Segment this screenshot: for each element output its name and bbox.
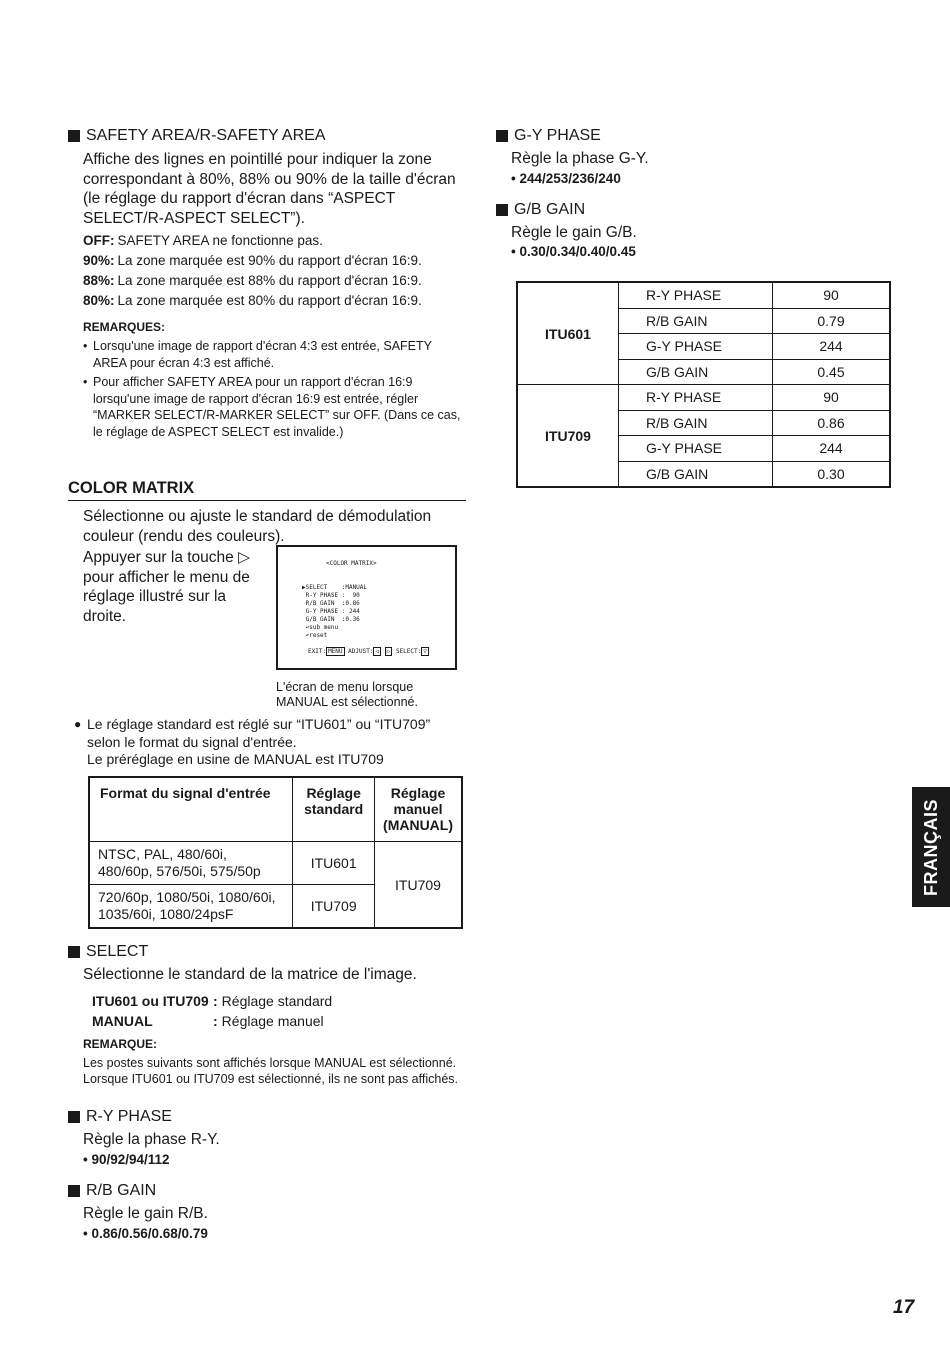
- manual-cell: ITU709: [375, 842, 462, 929]
- select-options: [92, 991, 466, 1031]
- standard-cell: ITU709: [293, 885, 375, 929]
- menu-line: R/B GAIN :0.86: [302, 600, 360, 607]
- remark-item: • Pour afficher SAFETY AREA pour un rapport d'écran 16:9 lorsqu'une image de rapport d'écran 16:9 est entrée, régler “MARKER SELECT/R-MARKER SELECT” sur OFF. (Dans ce cas, le réglage de ASPECT SELECT est invalide.): [83, 375, 461, 439]
- param-cell: R/B GAIN: [619, 410, 773, 436]
- option-row: 80%: La zone marquée est 80% du rapport d'écran 16:9.: [83, 293, 422, 308]
- param-cell: R-Y PHASE: [619, 282, 773, 308]
- param-cell: G-Y PHASE: [619, 334, 773, 360]
- menu-line: G/B GAIN :0.36: [302, 616, 360, 623]
- select-option-row: MANUAL : Réglage manuel: [92, 1012, 324, 1029]
- value-cell: 0.45: [773, 359, 891, 385]
- menu-caption: L'écran de menu lorsque MANUAL est sélectionné.: [276, 680, 418, 709]
- value-cell: 90: [773, 282, 891, 308]
- safety-remarks: [83, 319, 466, 440]
- select-section: [68, 942, 466, 1087]
- param-cell: G-Y PHASE: [619, 436, 773, 462]
- signal-format-table: [88, 776, 463, 929]
- menu-title: <COLOR MATRIX>: [326, 560, 377, 567]
- gb-gain-description: Règle le gain G/B.: [511, 223, 637, 241]
- factory-preset-note: Le préréglage en usine de MANUAL est ITU709: [87, 751, 384, 767]
- safety-area-title: SAFETY AREA/R-SAFETY AREA: [86, 127, 326, 144]
- option-row: OFF: SAFETY AREA ne fonctionne pas.: [83, 233, 323, 248]
- language-label: FRANÇAIS: [920, 798, 941, 896]
- table-row: [517, 282, 890, 308]
- gy-phase-values: • 244/253/236/240: [511, 170, 621, 186]
- remarks-title: REMARQUES:: [83, 320, 166, 334]
- select-description: Sélectionne le standard de la matrice de l'image.: [83, 966, 417, 983]
- value-cell: 0.86: [773, 410, 891, 436]
- value-cell: 90: [773, 385, 891, 411]
- table-header-row: [89, 777, 462, 842]
- rb-gain-description: Règle le gain R/B.: [83, 1205, 208, 1222]
- group-cell: ITU601: [517, 282, 619, 385]
- select-remark: Les postes suivants sont affichés lorsque MANUAL est sélectionné. Lorsque ITU601 ou ITU709 est sélectionné, ils ne sont pas affichés.: [83, 1055, 458, 1086]
- left-arrow-key-icon: ◁: [375, 648, 380, 655]
- option-row: 90%: La zone marquée est 90% du rapport d'écran 16:9.: [83, 253, 422, 268]
- ry-phase-section: [68, 1107, 466, 1167]
- language-side-tab: [912, 787, 950, 907]
- color-matrix-description: Sélectionne ou ajuste le standard de démodulation couleur (rendu des couleurs).: [83, 508, 432, 545]
- down-arrow-key-icon: ▽: [423, 648, 427, 655]
- rb-gain-heading: R/B GAIN: [68, 1181, 466, 1201]
- param-cell: R/B GAIN: [619, 308, 773, 334]
- square-bullet-icon: [68, 1185, 80, 1197]
- gb-gain-heading: G/B GAIN: [496, 200, 894, 220]
- menu-line: R-Y PHASE : 90: [302, 592, 360, 599]
- group-cell: ITU709: [517, 385, 619, 488]
- table-row: [517, 385, 890, 411]
- right-column: [496, 126, 894, 259]
- square-bullet-icon: [496, 130, 508, 142]
- ry-phase-values: • 90/92/94/112: [83, 1151, 170, 1167]
- option-row: 88%: La zone marquée est 88% du rapport d'écran 16:9.: [83, 273, 422, 288]
- itu-preset-table: [516, 281, 891, 488]
- safety-area-heading: [68, 126, 466, 146]
- select-option-row: ITU601 ou ITU709 : Réglage standard: [92, 992, 333, 1009]
- value-cell: 244: [773, 334, 891, 360]
- menu-key-icon: MENU: [328, 648, 343, 655]
- gy-phase-description: Règle la phase G-Y.: [511, 150, 649, 167]
- square-bullet-icon: [68, 130, 80, 142]
- safety-area-description: Affiche des lignes en pointillé pour indiquer la zone correspondant à 80%, 88% ou 90% de la taille d'écran (le réglage du rapport d'écran dans “ASPECT SELECT/R-ASPECT SELECT”).: [83, 151, 456, 227]
- format-cell: 720/60p, 1080/50i, 1080/60i, 1035/60i, 1080/24psF: [89, 885, 293, 929]
- safety-area-options: [83, 231, 466, 311]
- header-standard: Réglage standard: [293, 777, 375, 842]
- menu-footer: EXIT: MENU ADJUST: ◁ ▷ SELECT: ▽: [308, 648, 427, 655]
- gb-gain-values: • 0.30/0.34/0.40/0.45: [511, 244, 636, 259]
- header-format: Format du signal d'entrée: [89, 777, 293, 842]
- color-matrix-title: COLOR MATRIX: [68, 479, 466, 501]
- page-number: 17: [893, 1297, 915, 1318]
- value-cell: 244: [773, 436, 891, 462]
- menu-line: ↩sub menu: [302, 624, 339, 631]
- color-matrix-press-text: Appuyer sur la touche ▷ pour afficher le menu de réglage illustré sur la droite.: [83, 549, 251, 625]
- square-bullet-icon: [68, 1111, 80, 1123]
- select-remark-title: REMARQUE:: [83, 1036, 157, 1051]
- select-heading: SELECT: [68, 942, 466, 962]
- table-row: [89, 842, 462, 885]
- right-arrow-key-icon: ▷: [386, 648, 391, 655]
- value-cell: 0.30: [773, 461, 891, 487]
- rb-gain-section: [68, 1181, 466, 1241]
- color-matrix-menu-screen: [276, 545, 457, 670]
- standard-note: ● Le réglage standard est réglé sur “ITU601” ou “ITU709” selon le format du signal d'entrée. Le préréglage en usine de MANUAL est ITU709: [74, 716, 466, 769]
- format-cell: NTSC, PAL, 480/60i, 480/60p, 576/50i, 575/50p: [89, 842, 293, 885]
- rb-gain-values: • 0.86/0.56/0.68/0.79: [83, 1225, 208, 1241]
- square-bullet-icon: [68, 946, 80, 958]
- remark-item: • Lorsqu'une image de rapport d'écran 4:3 est entrée, SAFETY AREA pour écran 4:3 est affiché.: [83, 339, 432, 370]
- menu-line: G-Y PHASE : 244: [302, 608, 360, 615]
- ry-phase-heading: R-Y PHASE: [68, 1107, 466, 1127]
- ry-phase-description: Règle la phase R-Y.: [83, 1131, 220, 1148]
- value-cell: 0.79: [773, 308, 891, 334]
- param-cell: R-Y PHASE: [619, 385, 773, 411]
- header-manual: Réglage manuel (MANUAL): [375, 777, 462, 842]
- square-bullet-icon: [496, 204, 508, 216]
- param-cell: G/B GAIN: [619, 461, 773, 487]
- standard-cell: ITU601: [293, 842, 375, 885]
- menu-line: ▶SELECT :MANUAL: [302, 584, 368, 591]
- menu-line: ↶reset: [302, 632, 328, 639]
- gy-phase-heading: G-Y PHASE: [496, 126, 894, 146]
- round-bullet-icon: ●: [74, 717, 82, 731]
- param-cell: G/B GAIN: [619, 359, 773, 385]
